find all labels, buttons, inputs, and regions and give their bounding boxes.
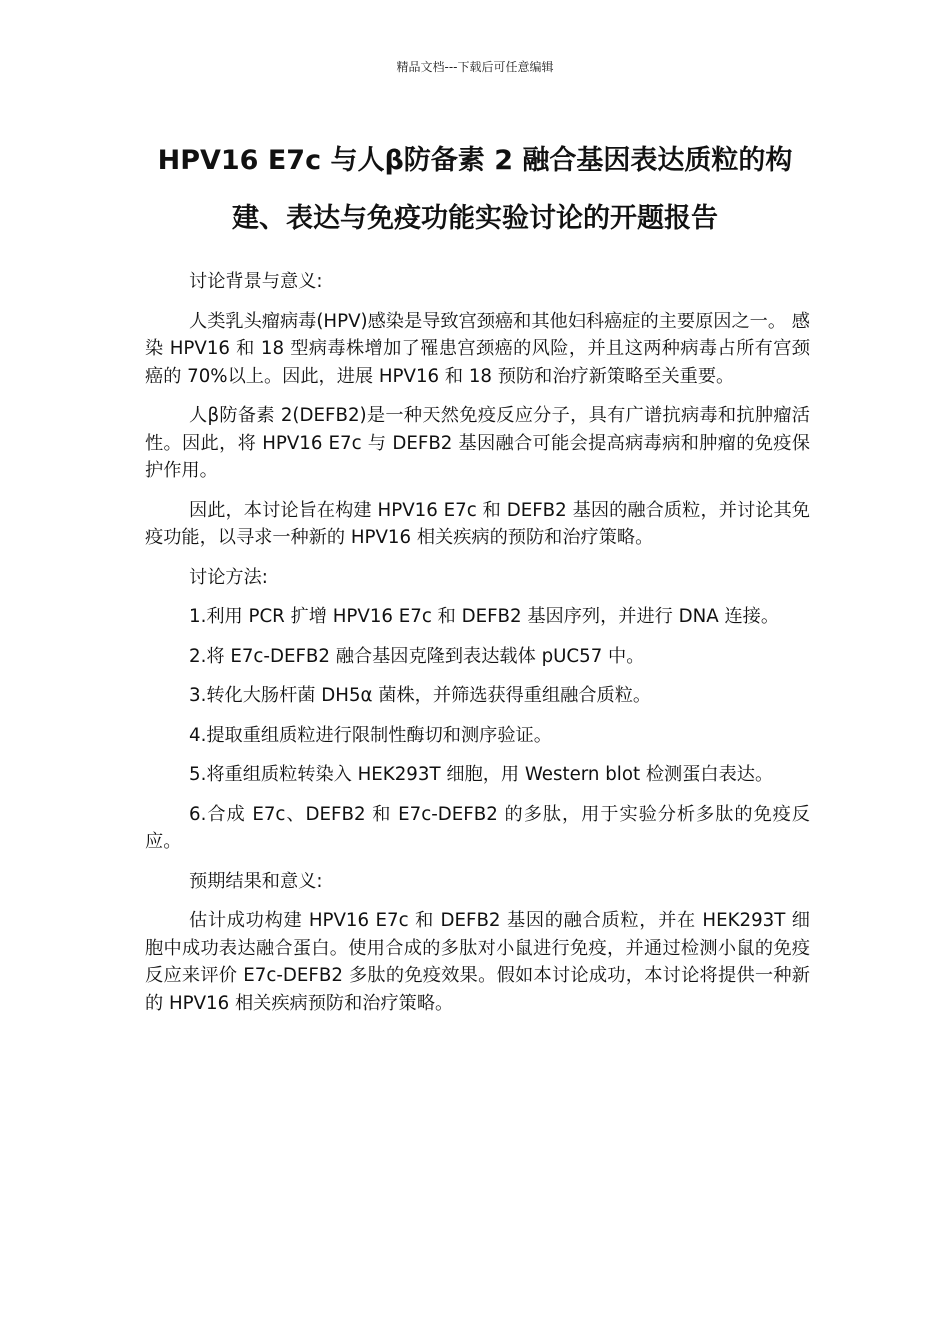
method-step: 6.合成 E7c、DEFB2 和 E7c-DEFB2 的多肽，用于实验分析多肽的免疫反应。 — [145, 803, 810, 852]
background-paragraph: 因此，本讨论旨在构建 HPV16 E7c 和 DEFB2 基因的融合质粒，并讨论其免疫功能，以寻求一种新的 HPV16 相关疾病的预防和治疗策略。 — [145, 499, 810, 548]
page-header: 精品文档---下载后可任意编辑 — [396, 60, 554, 74]
background-paragraph: 人类乳头瘤病毒(HPV)感染是导致宫颈癌和其他妇科癌症的主要原因之一。 感染 HPV16 和 18 型病毒株增加了罹患宫颈癌的风险，并且这两种病毒占所有宫颈癌的 70%以上。因此，进展 HPV16 和 18 预防和治疗新策略至关重要。 — [145, 310, 810, 387]
method-step: 4.提取重组质粒进行限制性酶切和测序验证。 — [189, 724, 552, 746]
document-title — [140, 132, 810, 248]
expected-results-paragraph: 估计成功构建 HPV16 E7c 和 DEFB2 基因的融合质粒，并在 HEK293T 细胞中成功表达融合蛋白。使用合成的多肽对小鼠进行免疫，并通过检测小鼠的免疫反应来评价 E7c-DEFB2 多肽的免疫效果。假如本讨论成功，本讨论将提供一种新的 HPV16 相关疾病预防和治疗策略。 — [145, 910, 810, 1014]
method-step: 5.将重组质粒转染入 HEK293T 细胞，用 Western blot 检测蛋白表达。 — [189, 764, 774, 785]
section-heading-background: 讨论背景与意义: — [189, 271, 323, 292]
title-line-2: 建、表达与免疫功能实验讨论的开题报告 — [232, 203, 718, 234]
background-paragraph: 人β防备素 2(DEFB2)是一种天然免疫反应分子，具有广谱抗病毒和抗肿瘤活性。因此，将 HPV16 E7c 与 DEFB2 基因融合可能会提高病毒病和肿瘤的免疫保护作用。 — [145, 405, 810, 481]
section-heading-expected-results: 预期结果和意义: — [189, 870, 323, 892]
method-step: 1.利用 PCR 扩增 HPV16 E7c 和 DEFB2 基因序列，并进行 DNA 连接。 — [189, 606, 780, 627]
method-step: 3.转化大肠杆菌 DH5α 菌株，并筛选获得重组融合质粒。 — [189, 685, 652, 706]
method-step: 2.将 E7c-DEFB2 融合基因克隆到表达载体 pUC57 中。 — [189, 645, 645, 667]
title-line-1: HPV16 E7c 与人β防备素 2 融合基因表达质粒的构 — [157, 145, 793, 176]
document-body — [145, 268, 810, 1029]
section-heading-methods: 讨论方法: — [189, 566, 268, 588]
